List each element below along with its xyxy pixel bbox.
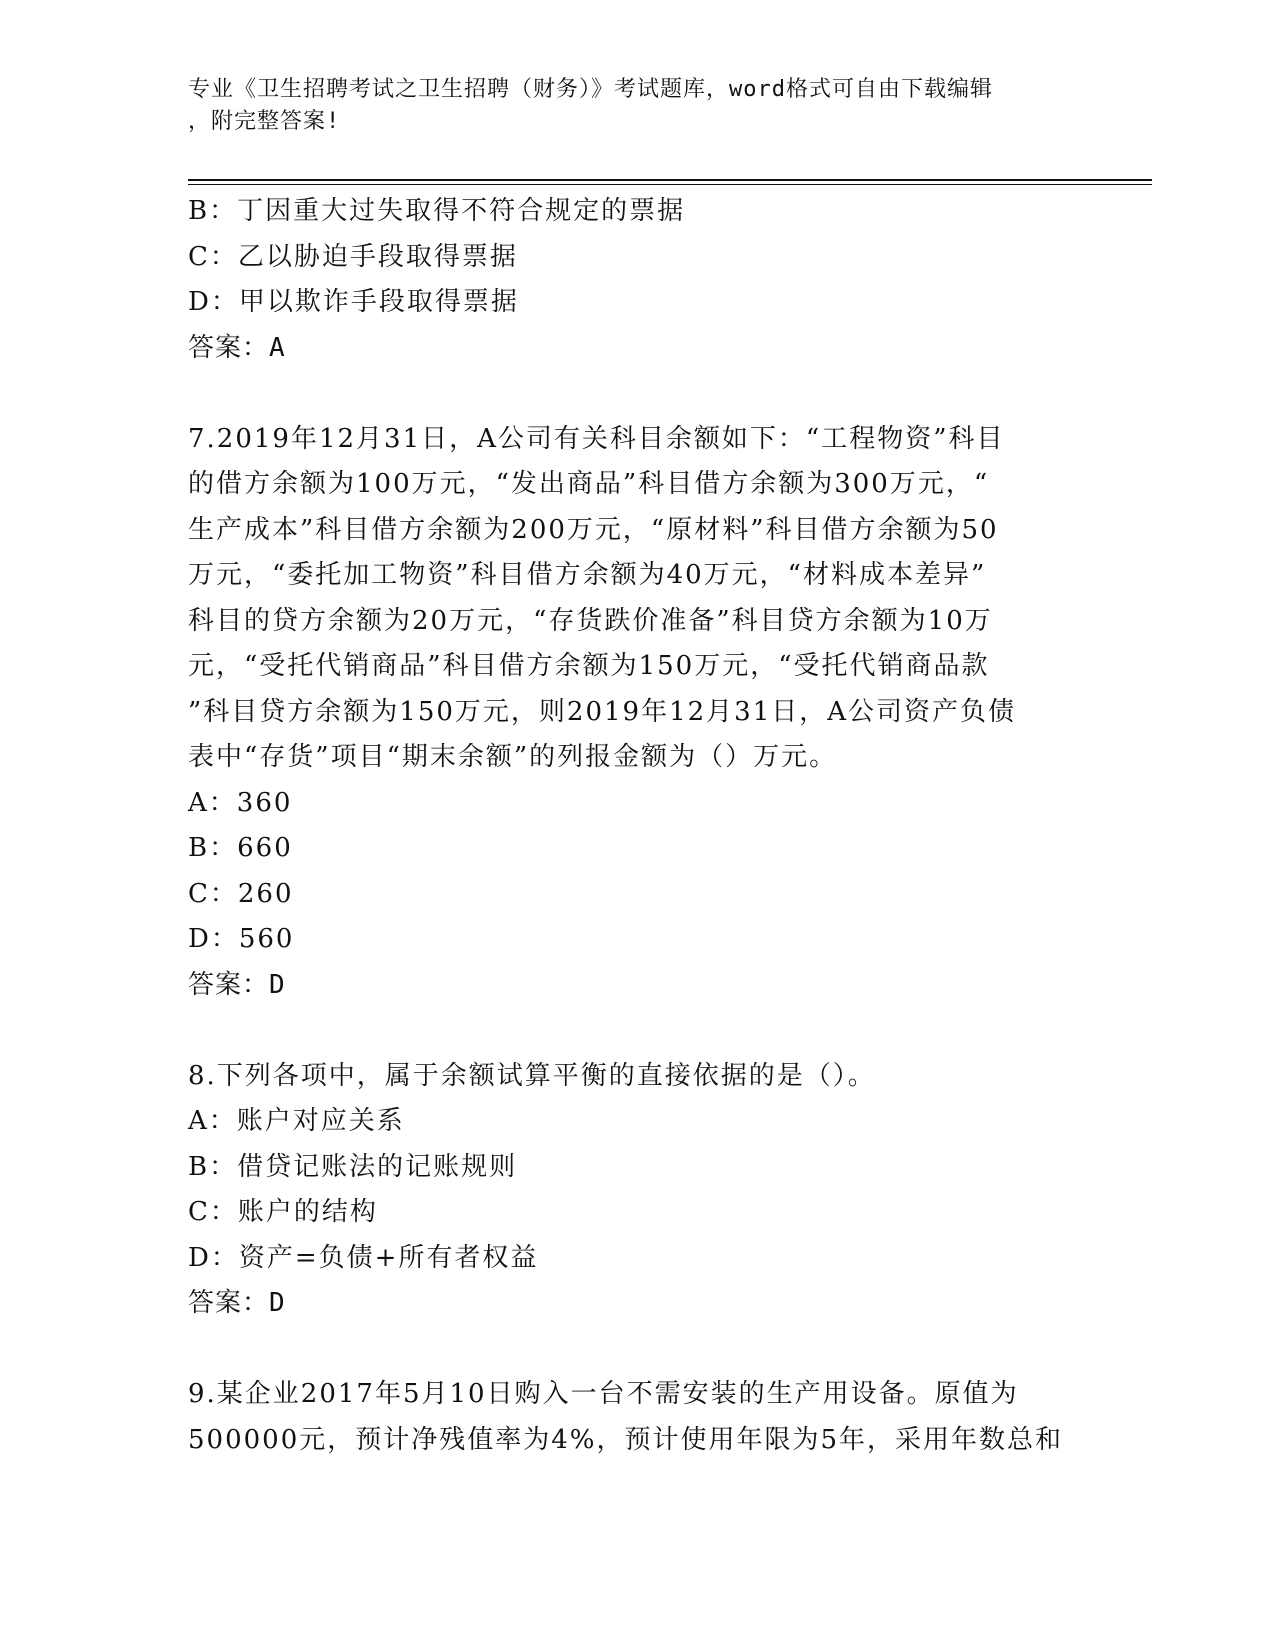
q7-option-d: D：560: [188, 924, 295, 954]
question-6: [188, 189, 1088, 371]
spacer: [188, 1008, 1088, 1054]
document-body: [188, 189, 1088, 1463]
q7-stem-line: ”科目贷方余额为150万元，则2019年12月31日，A公司资产负债: [188, 696, 1017, 727]
header-line-2: ，附完整答案!: [188, 109, 341, 134]
q7-option-c: C：260: [188, 878, 294, 909]
header-divider-thick: [188, 179, 1152, 181]
q8-option-c: C：账户的结构: [188, 1197, 378, 1227]
q7-stem-line: 万元，“委托加工物资”科目借方余额为40万元，“材料成本差异”: [188, 560, 987, 590]
q6-option-c: C：乙以胁迫手段取得票据: [188, 241, 518, 272]
q6-option-d: D：甲以欺诈手段取得票据: [188, 287, 519, 317]
q7-stem-line: 的借方余额为100万元，“发出商品”科目借方余额为300万元，“: [188, 469, 990, 499]
header-line-1: 专业《卫生招聘考试之卫生招聘（财务）》考试题库，word格式可自由下载编辑: [188, 77, 993, 102]
q8-option-d: D：资产=负债+所有者权益: [188, 1242, 539, 1273]
q8-option-b: B：借贷记账法的记账规则: [188, 1151, 518, 1182]
question-8: [188, 1054, 1088, 1327]
q6-option-b: B：丁因重大过失取得不符合规定的票据: [188, 196, 686, 226]
question-7: [188, 417, 1088, 1009]
q7-answer: 答案：D: [188, 969, 286, 1000]
q7-option-b: B：660: [188, 833, 293, 863]
q7-stem-line: 元，“受托代销商品”科目借方余额为150万元，“受托代销商品款: [188, 651, 990, 681]
q8-option-a: A：账户对应关系: [188, 1106, 405, 1136]
spacer: [188, 371, 1088, 417]
question-9: [188, 1372, 1088, 1463]
document-header: [188, 74, 1068, 138]
header-divider-thin: [188, 184, 1152, 185]
q7-option-a: A：360: [188, 787, 293, 818]
q7-stem-line: 科目的贷方余额为20万元，“存货跌价准备”科目贷方余额为10万: [188, 605, 993, 636]
q7-stem-line: 生产成本”科目借方余额为200万元，“原材料”科目借方余额为50: [188, 514, 999, 545]
spacer: [188, 1327, 1088, 1373]
q8-stem: 8.下列各项中，属于余额试算平衡的直接依据的是（）。: [188, 1060, 876, 1091]
q7-stem-line: 7.2019年12月31日，A公司有关科目余额如下：“工程物资”科目: [188, 423, 1005, 454]
q6-answer: 答案：A: [188, 332, 286, 363]
q8-answer: 答案：D: [188, 1288, 286, 1318]
q9-stem-line: 9.某企业2017年5月10日购入一台不需安装的生产用设备。原值为: [188, 1379, 1019, 1409]
q9-stem-line: 500000元，预计净残值率为4%，预计使用年限为5年，采用年数总和: [188, 1424, 1064, 1455]
q7-stem-line: 表中“存货”项目“期末余额”的列报金额为（）万元。: [188, 742, 838, 772]
